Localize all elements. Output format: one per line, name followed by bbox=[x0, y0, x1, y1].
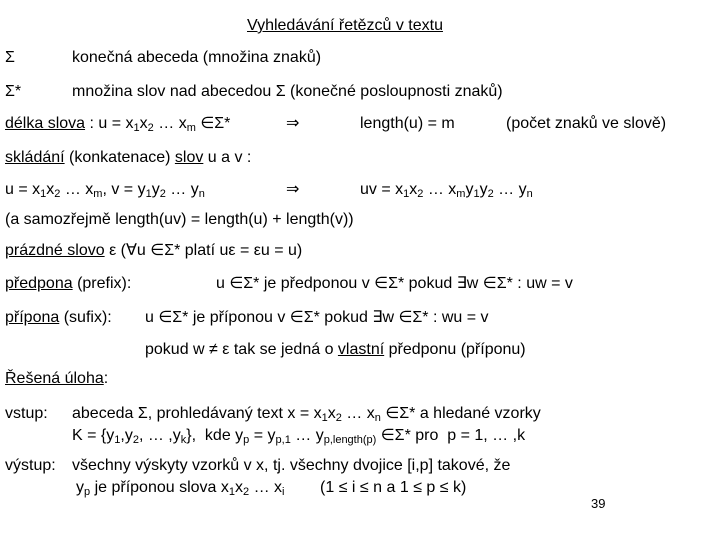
task-colon: : bbox=[103, 370, 109, 387]
output-line-2: $y_p$ je příponou slova $x_1x_2$ … $x_i$ (1 ≤ i ≤ n a 1 ≤ p ≤ k) bbox=[76, 479, 467, 498]
sigma-star-symbol: Σ* bbox=[5, 83, 22, 100]
length-implies: ⇒ bbox=[286, 115, 300, 132]
task-term: Řešená úloha bbox=[5, 370, 104, 387]
length-colon: : bbox=[89, 115, 94, 132]
length-dots: … bbox=[158, 115, 175, 132]
proper-pre: pokud w ≠ ε tak se jedná o bbox=[145, 341, 334, 358]
length-u-eq: u = x bbox=[98, 115, 134, 132]
sigma-description: konečná abeceda (množina znaků) bbox=[72, 49, 322, 66]
sigma-star-description: množina slov nad abecedou Σ (konečné posloupnosti znaků) bbox=[72, 83, 503, 100]
task-heading bbox=[5, 369, 108, 389]
output-label: výstup: bbox=[5, 457, 56, 474]
prefix-term: předpona bbox=[5, 275, 73, 292]
concat-note: (a samozřejmě length(uv) = length(u) + length(v)) bbox=[5, 211, 354, 228]
page-title: Vyhledávání řetězců v textu bbox=[247, 17, 443, 34]
concat-left: $u = x_1x_2$ … $x_m$, $v = y_1y_2$ … $y_n$ bbox=[5, 181, 205, 200]
concat-slov: slov bbox=[174, 149, 204, 166]
length-xm: $x_m$ bbox=[178, 115, 196, 134]
input-line-1: abeceda Σ, prohledávaný text $x = x_1x_2$ … $x_n$ ∈Σ* a hledané vzorky bbox=[72, 405, 541, 424]
suffix-paren: (sufix): bbox=[63, 309, 112, 326]
empty-word-definition bbox=[5, 241, 302, 261]
prefix-definition: u ∈Σ* je předponou v ∈Σ* pokud ∃w ∈Σ* : uw = v bbox=[216, 275, 573, 292]
concat-tail: u a v : bbox=[207, 149, 252, 166]
proper-note bbox=[145, 340, 526, 360]
input-label: vstup: bbox=[5, 405, 48, 422]
suffix-label bbox=[5, 308, 112, 328]
suffix-term: přípona bbox=[5, 309, 60, 326]
sigma-symbol: Σ bbox=[5, 49, 15, 66]
proper-term: vlastní bbox=[337, 341, 385, 358]
length-in: ∈Σ* bbox=[200, 115, 231, 132]
concat-term: skládání bbox=[5, 149, 65, 166]
proper-post: předponu (příponu) bbox=[388, 341, 526, 358]
input-line-2: $K = \{y_1,y_2$, … $,y_k$}, kde $y_p = y_{p,1}$ … $y_{p,length(p)}$ ∈Σ* pro p = 1, … ,k bbox=[72, 427, 526, 446]
suffix-definition: u ∈Σ* je příponou v ∈Σ* pokud ∃w ∈Σ* : wu = v bbox=[145, 309, 489, 326]
concat-definition bbox=[5, 148, 251, 168]
concat-rest: (konkatenace) bbox=[69, 149, 171, 166]
length-note: (počet znaků ve slově) bbox=[506, 115, 667, 132]
page-number: 39 bbox=[591, 496, 606, 511]
concat-right: uv = $x_1x_2$ … $x_my_1y_2$ … $y_n$ bbox=[360, 181, 533, 200]
prefix-paren: (prefix): bbox=[77, 275, 132, 292]
length-term: délka slova bbox=[5, 115, 86, 132]
length-result: length(u) = m bbox=[360, 115, 455, 132]
empty-word-term: prázdné slovo bbox=[5, 242, 105, 259]
prefix-label bbox=[5, 274, 131, 294]
output-line-1: všechny výskyty vzorků v x, tj. všechny dvojice [i,p] takové, že bbox=[72, 457, 511, 474]
length-definition: délka slova : $u = x_1x_2$ … $x_m$ ∈Σ* bbox=[5, 115, 231, 134]
concat-implies: ⇒ bbox=[286, 181, 300, 198]
length-x2: x bbox=[139, 115, 148, 132]
empty-word-rest: ε (∀u ∈Σ* platí uε = εu = u) bbox=[109, 242, 303, 259]
